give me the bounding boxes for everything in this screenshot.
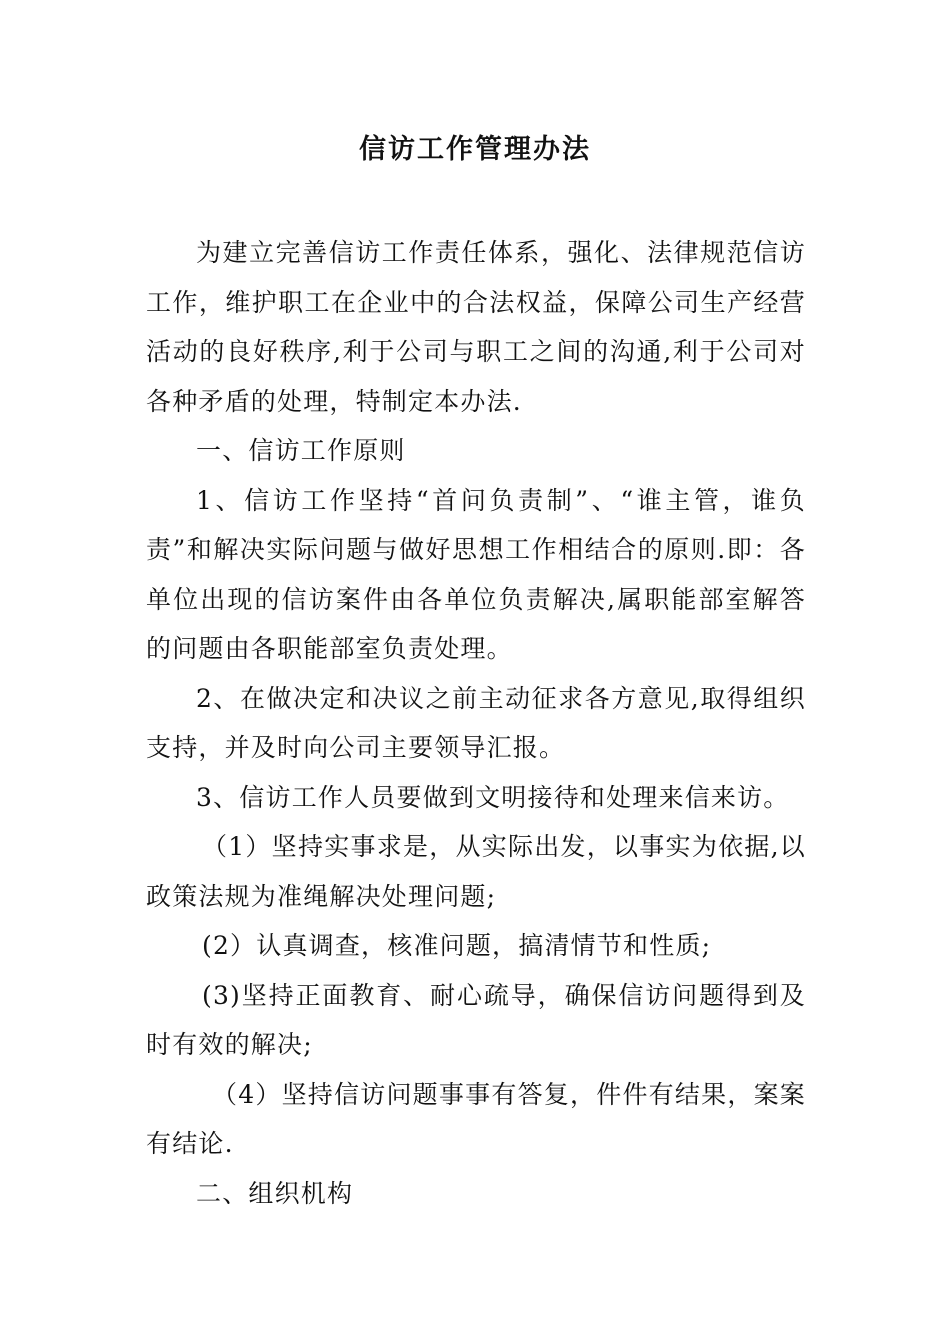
principle-item-1: 1、信访工作坚持“首问负责制”、“谁主管，谁负责”和解决实际问题与做好思想工作相结合的原则.即：各单位出现的信访案件由各单位负责解决,属职能部室解答的问题由各职能部室负责处理。 [146, 485, 806, 663]
sub-item-2: (2）认真调查，核准问题，搞清情节和性质; [202, 931, 712, 960]
document-title: 信访工作管理办法 [359, 134, 591, 165]
sub-item-4: （4）坚持信访问题事事有答复，件件有结果，案案有结论. [146, 1079, 806, 1158]
sub-item-3: (3)坚持正面教育、耐心疏导，确保信访问题得到及时有效的解决; [146, 980, 806, 1059]
principle-item-2: 2、在做决定和决议之前主动征求各方意见,取得组织支持，并及时向公司主要领导汇报。 [146, 683, 806, 762]
document-body [146, 228, 806, 1218]
principle-item-3: 3、信访工作人员要做到文明接待和处理来信来访。 [196, 782, 790, 812]
section-heading-organization: 二、组织机构 [196, 1178, 354, 1208]
section-heading-principles: 一、信访工作原则 [196, 436, 406, 465]
intro-paragraph: 为建立完善信访工作责任体系，强化、法律规范信访工作，维护职工在企业中的合法权益，保障公司生产经营活动的良好秩序,利于公司与职工之间的沟通,利于公司对各种矛盾的处理，特制定本办法. [146, 238, 806, 416]
sub-item-1: （1）坚持实事求是，从实际出发，以事实为依据,以政策法规为准绳解决处理问题; [146, 832, 806, 911]
